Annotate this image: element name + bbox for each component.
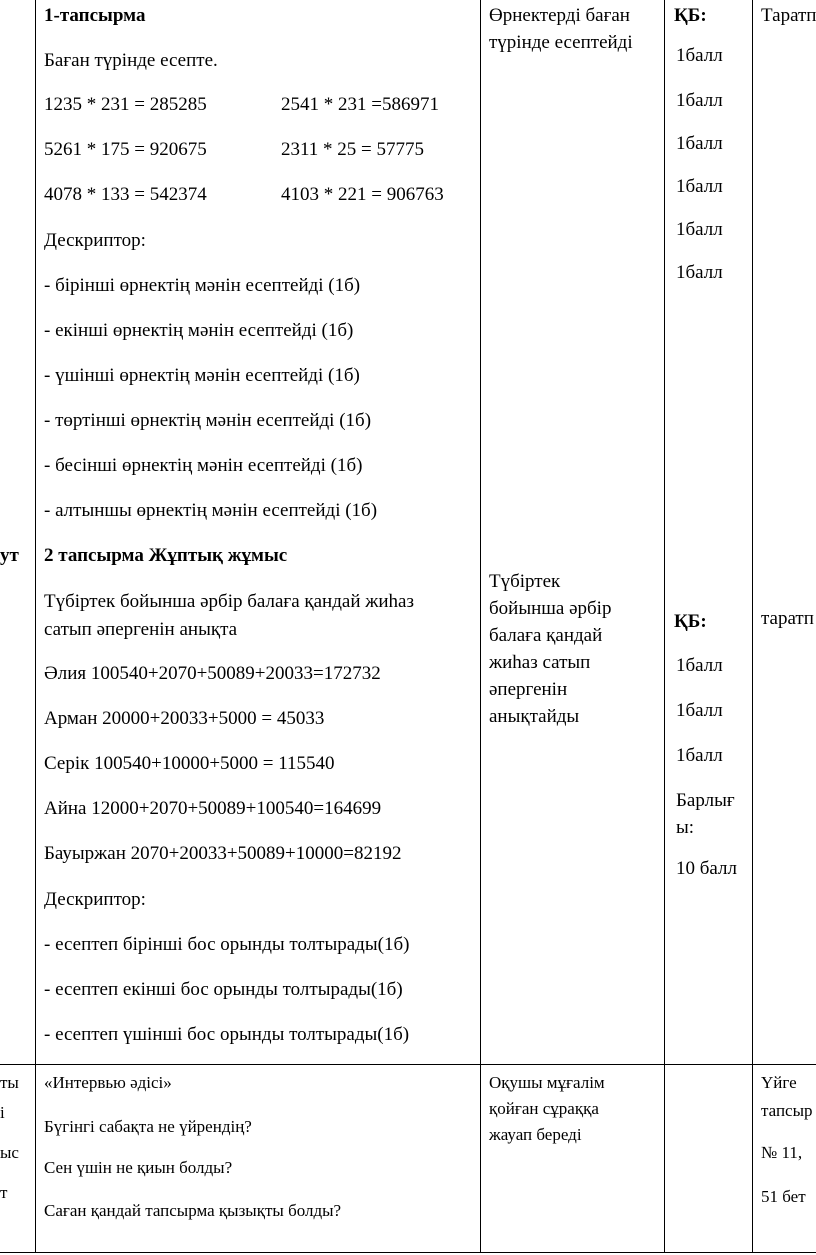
resources-cell: Таратп — [761, 5, 816, 26]
expected-result-reflection: Оқушы мұғалім — [489, 1073, 605, 1092]
reflection-question: Сен үшін не қиын болды? — [44, 1158, 233, 1177]
stage-cell-label: ты — [0, 1073, 19, 1092]
task1-descriptor: - екінші өрнектің мәнін есептейді (1б) — [44, 320, 354, 341]
stage-cell-label: і — [0, 1103, 5, 1122]
stage-cell-label: т — [0, 1183, 8, 1202]
expected-result-task1: түрінде есептейді — [489, 32, 633, 53]
homework-cell: 51 бет — [761, 1187, 806, 1206]
task1-expression: 1235 * 231 = 285285 — [44, 94, 207, 115]
reflection-question: Бүгінгі сабақта не үйрендің? — [44, 1117, 252, 1136]
table-border-col4 — [752, 0, 753, 1253]
expected-result-task2: жиһаз сатып — [489, 652, 591, 673]
task2-item: Серік 100540+10000+5000 = 115540 — [44, 753, 335, 774]
task2-instruction: Түбіртек бойынша әрбір балаға қандай жиһаз — [44, 591, 414, 612]
expected-result-task2: балаға қандай — [489, 625, 603, 646]
task2-title: 2 тапсырма Жұптық жұмыс — [44, 545, 288, 566]
task2-descriptor: - есептеп екінші бос орынды толтырады(1б) — [44, 979, 403, 1000]
expected-result-reflection: қойған сұраққа — [489, 1099, 599, 1118]
assessment-points: 1балл — [676, 219, 723, 240]
assessment-points: 1балл — [676, 655, 723, 676]
task2-descriptor: - есептеп бірінші бос орынды толтырады(1б) — [44, 934, 410, 955]
task2-instruction: сатып әпергенін анықта — [44, 619, 238, 640]
task1-expression: 4103 * 221 = 906763 — [281, 184, 444, 205]
reflection-method-title: «Интервью әдісі» — [44, 1073, 172, 1092]
assessment-label: ҚБ: — [674, 611, 707, 632]
assessment-points: 1балл — [676, 90, 723, 111]
task1-expression: 4078 * 133 = 542374 — [44, 184, 207, 205]
task1-descriptor-label: Дескриптор: — [44, 230, 146, 251]
assessment-points: 1балл — [676, 45, 723, 66]
expected-result-task2: бойынша әрбір — [489, 598, 612, 619]
stage-cell-label: ыс — [0, 1143, 19, 1162]
time-cell-label: ут — [0, 545, 19, 566]
assessment-total-value: 10 балл — [676, 858, 737, 879]
task1-instruction: Баған түрінде есепте. — [44, 50, 218, 71]
task1-expression: 5261 * 175 = 920675 — [44, 139, 207, 160]
assessment-points: 1балл — [676, 176, 723, 197]
task1-descriptor: - бесінші өрнектің мәнін есептейді (1б) — [44, 455, 363, 476]
assessment-total-label: ы: — [676, 817, 695, 838]
table-row-divider — [0, 1064, 816, 1065]
task2-item: Әлия 100540+2070+50089+20033=172732 — [44, 663, 381, 684]
expected-result-task2: анықтайды — [489, 706, 580, 727]
task1-expression: 2311 * 25 = 57775 — [281, 139, 425, 160]
assessment-points: 1балл — [676, 745, 723, 766]
task1-expression: 2541 * 231 =586971 — [281, 94, 439, 115]
expected-result-reflection: жауап береді — [489, 1125, 582, 1144]
task2-item: Арман 20000+20033+5000 = 45033 — [44, 708, 325, 729]
task1-title: 1-тапсырма — [44, 5, 146, 26]
task1-descriptor: - үшінші өрнектің мәнін есептейді (1б) — [44, 365, 360, 386]
task1-descriptor: - алтыншы өрнектің мәнін есептейді (1б) — [44, 500, 378, 521]
resources-cell: таратп — [761, 608, 814, 629]
task1-descriptor: - бірінші өрнектің мәнін есептейді (1б) — [44, 275, 361, 296]
homework-cell: тапсыр — [761, 1101, 813, 1120]
expected-result-task2: әпергенін — [489, 679, 568, 700]
assessment-points: 1балл — [676, 262, 723, 283]
assessment-points: 1балл — [676, 133, 723, 154]
assessment-label: ҚБ: — [674, 5, 707, 26]
task1-descriptor: - төртінші өрнектің мәнін есептейді (1б) — [44, 410, 372, 431]
task2-descriptor-label: Дескриптор: — [44, 889, 146, 910]
expected-result-task2: Түбіртек — [489, 571, 561, 592]
homework-cell: Үйге — [761, 1073, 797, 1092]
expected-result-task1: Өрнектерді баған — [489, 5, 630, 26]
task2-descriptor: - есептеп үшінші бос орынды толтырады(1б) — [44, 1024, 410, 1045]
table-border-col2 — [480, 0, 481, 1253]
assessment-points: 1балл — [676, 700, 723, 721]
task2-item: Айна 12000+2070+50089+100540=164699 — [44, 798, 382, 819]
table-border-bottom — [0, 1252, 816, 1253]
task2-item: Бауыржан 2070+20033+50089+10000=82192 — [44, 843, 402, 864]
assessment-total-label: Барлығ — [676, 790, 735, 811]
table-border-left — [35, 0, 36, 1253]
homework-cell: № 11, — [761, 1143, 803, 1162]
table-border-col3 — [664, 0, 665, 1253]
reflection-question: Саған қандай тапсырма қызықты болды? — [44, 1201, 342, 1220]
